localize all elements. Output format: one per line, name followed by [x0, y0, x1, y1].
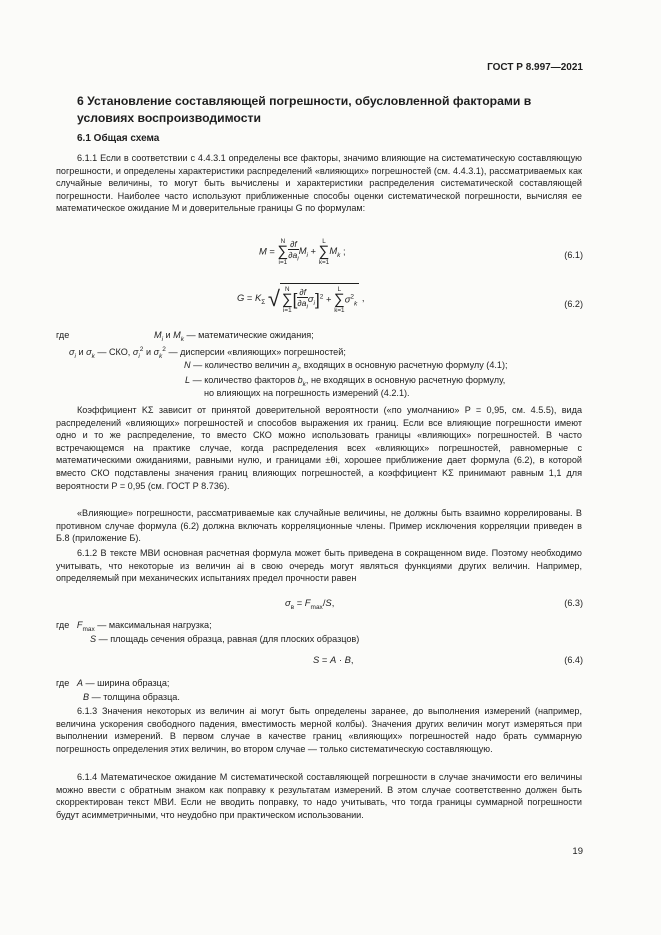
equation-6-1: M = N ∑ i=1 $\frac{\partial f}{\partial a_i}$ $M_i + L$ ∑ $k=1M_k$ ; [259, 238, 346, 266]
definition-sko: $\sigma_i$ и $\sigma_k$ — СКО, $\sigma_i^2$ и $\sigma_k^2$ — дисперсии «влияющих» погрешностей; [69, 346, 346, 360]
definition-s: S — площадь сечения образца, равная (для плоских образцов) [90, 634, 360, 644]
paragraph-6-1-4: 6.1.4 Математическое ожидание M систематической составляющей погрешности в случае значимости его величины можно ввести с обратным знаком как поправку к результатам измерений. В этом случае соответственно должен быть скорректирован текст МВИ. Если не вводить поправку, то надо учитывать, что тогда границы суммарной погрешности будут асимметричными, что неудобно при практическом использовании. [56, 772, 582, 820]
paragraph-coefficient: Коэффициент KΣ зависит от принятой доверительной вероятности («по умолчанию» P = 0,95, см. 4.5.5), вида распределений «влияющих» погрешностей и способов выражения их границ. Если все влияющие погрешности имеют одно и то же распределение, то вместо СКО можно использовать границы «влияющих» погрешностей. В часто встречающемся на практике случае, когда распределения всех «влияющих» погрешностей, равномерные с математическими ожиданиями, равными нулю, и границами ±θi, хорошее приближение дает формула (6.2), в которой вместо СКО подставлены значения границ влияющих погрешностей, а коэффициент KΣ принимают равным 1,1 для вероятности P = 0,95 (см. ГОСТ Р 8.736). [56, 405, 582, 491]
equation-number-6-1: (6.1) [564, 250, 583, 260]
equation-number-6-3: (6.3) [564, 598, 583, 608]
definition-a: где A — ширина образца; [56, 678, 170, 688]
definition-b-text: — толщина образца. [91, 692, 180, 702]
subsection-title: 6.1 Общая схема [77, 133, 160, 144]
definition-l-text: — количество факторов [192, 375, 296, 385]
section-title: 6 Установление составляющей погрешности, обусловленной факторами в условиях воспроизводимости [77, 94, 532, 125]
paragraph-influencing: «Влияющие» погрешности, рассматриваемые как случайные величины, не должны быть взаимно коррелированы. В противном случае формула (6.2) должна включать корреляционные члены. Пример исключения корреляции приведен в Б.8 (приложение Б). [56, 508, 582, 544]
paragraph-6-1-3: 6.1.3 Значения некоторых из величин ai могут быть определены заранее, до выполнения измерений (например, величина ускорения свободного падения, вместимость мерной колбы). Значения других величин могут измеряться при выполнении измерений. В первом случае в качестве границ «влияющих» погрешностей надо брать суммарную погрешность определения этих величин, во втором случае — только систематическую составляющую. [56, 706, 582, 754]
equation-6-2: $G = K_\Sigma$ √ N ∑ i=1[ $\frac{\partial f}{\partial a_i}$ $\sigma_i]^2 + L$ ∑ $k=1\sigma^2_k$ , [237, 283, 365, 314]
paragraph-6-1-2: 6.1.2 В тексте МВИ основная расчетная формула может быть приведена в сокращенном виде. Поэтому необходимо учитывать, что некоторые из величин ai в свою очередь могут являться функциями других величин. Например, определяемый при механических испытаниях предел прочности равен [56, 548, 582, 584]
definition-b: B — толщина образца. [83, 692, 180, 702]
definition-l-continued: но влияющих на погрешность измерений (4.2.1). [204, 388, 410, 398]
where-label-3: где [56, 678, 70, 688]
definition-sko-text: — СКО, [97, 347, 131, 358]
paragraph-6-1-1: 6.1.1 Если в соответствии с 4.4.3.1 определены все факторы, значимо влияющие на систематическую составляющую погрешности, и определены характеристики распределений «влияющих» погрешностей (см. 4.4.3.1), рассматриваемых как случайные величины, то могут быть вычислены и характеристики распределения систематической составляющей погрешности. Наиболее часто используют приближенные способы оценки систематической погрешности, вычисляя ее математическое ожидание M и доверительные границы G по формулам: [56, 153, 582, 214]
standard-header: ГОСТ Р 8.997—2021 [487, 62, 583, 73]
equation-6-4: S = A · B, [313, 654, 354, 665]
equation-number-6-4: (6.4) [564, 655, 583, 665]
equation-number-6-2: (6.2) [564, 299, 583, 309]
definition-n: N — количество величин $a_i$, входящих в основную расчетную формулу (4.1); [184, 360, 508, 373]
definition-s-text: — площадь сечения образца, равная (для плоских образцов) [98, 634, 360, 644]
definition-n-text-b: , входящих в основную расчетную формулу (4.1); [298, 360, 508, 370]
equation-6-3: $\sigma_в = F_{max}/S$, [285, 597, 335, 611]
definition-fmax: где $F_{max}$ — максимальная нагрузка; [56, 620, 212, 633]
definition-variance-text: — дисперсии «влияющих» погрешностей; [168, 347, 346, 358]
definition-a-text: — ширина образца; [85, 678, 170, 688]
definition-mean: $M_i$ и $M_k$ — математические ожидания; [154, 330, 314, 343]
definition-fmax-text: — максимальная нагрузка; [97, 620, 212, 630]
definition-l: L — количество факторов $b_k$, не входящих в основную расчетную формулу, [185, 375, 506, 388]
definition-mean-text: — математические ожидания; [186, 330, 314, 340]
page-number: 19 [572, 846, 583, 857]
definition-n-text: — количество величин [193, 360, 290, 370]
where-label-2: где [56, 620, 70, 630]
definition-l-text-b: , не входящих в основную расчетную формулу, [305, 375, 506, 385]
where-label: где [56, 330, 70, 340]
